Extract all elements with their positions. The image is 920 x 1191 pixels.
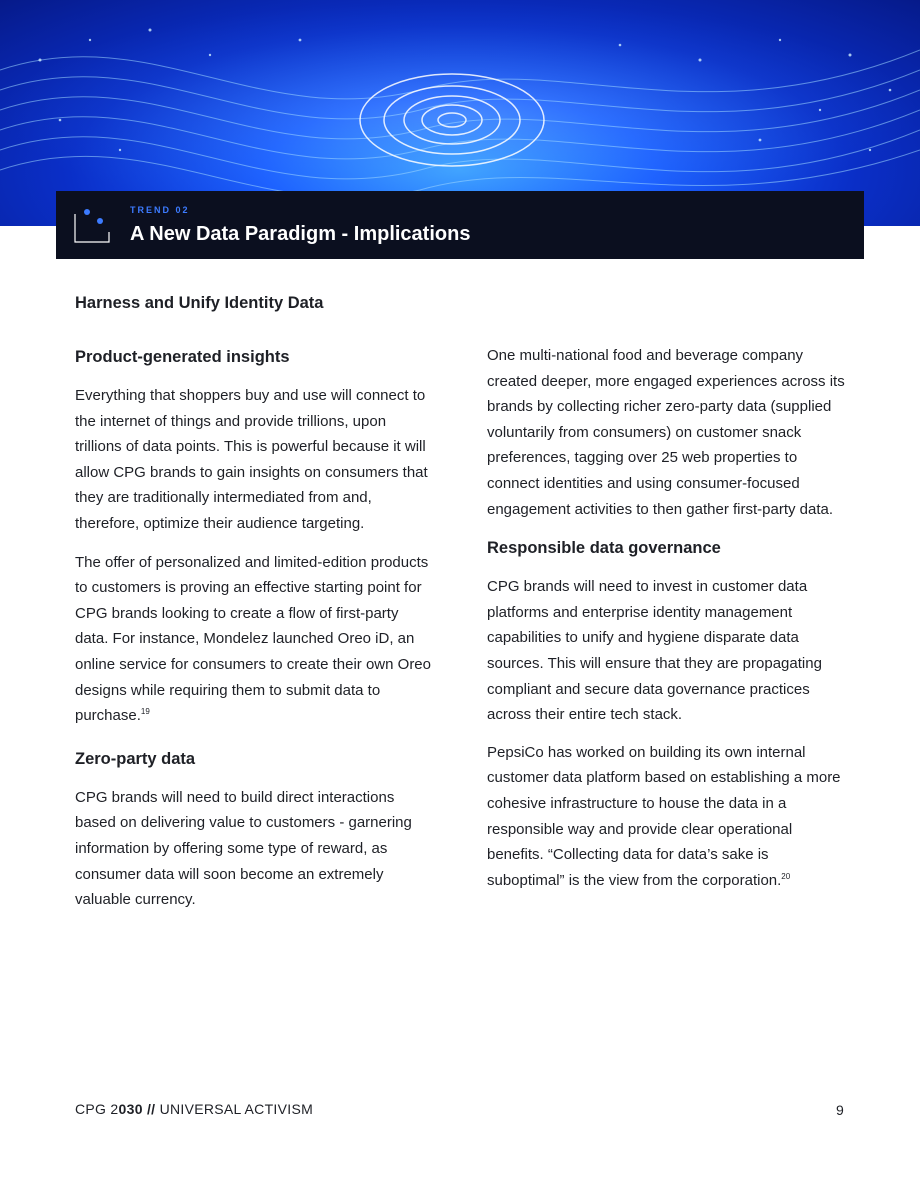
- footnote-ref: 20: [781, 871, 791, 881]
- footer-brand-suffix: UNIVERSAL ACTIVISM: [159, 1101, 314, 1117]
- footer-brand: [75, 1101, 313, 1117]
- governance-paragraph-2: [487, 740, 847, 894]
- product-insights-paragraph-1: Everything that shoppers buy and use will connect to the internet of things and provide trillions, upon trillions of data points. This is powerful because it will allow CPG brands to gain insights on consumers that they are traditionally intermediated from and, therefore, optimize their audience targeting.: [75, 387, 428, 532]
- page-number: 9: [836, 1102, 844, 1118]
- trend-label: TREND 02: [130, 205, 190, 215]
- section-title: Harness and Unify Identity Data: [75, 294, 324, 312]
- page-title: A New Data Paradigm - Implications: [130, 223, 471, 245]
- footer-brand-bold: 030: [118, 1101, 143, 1117]
- product-insights-paragraph-2: [75, 550, 435, 729]
- zero-party-paragraph: CPG brands will need to build direct interactions based on delivering value to customers - garnering information by offering some type of reward, as consumer data will soon become an extremely valuable currency.: [75, 788, 412, 909]
- footer-separator: //: [146, 1101, 156, 1117]
- governance-heading: Responsible data governance: [487, 539, 721, 558]
- zero-party-heading: Zero-party data: [75, 749, 196, 768]
- right-column: [487, 345, 847, 905]
- left-column: [75, 345, 435, 926]
- footer-brand-prefix: CPG 2: [75, 1101, 119, 1117]
- footnote-ref: 19: [140, 707, 150, 717]
- paragraph-text: The offer of personalized and limited-edition products to customers is proving an effective starting point for CPG brands looking to create a flow of first-party data. For instance, Mondelez launched Oreo iD, an online service for consumers to create their own Oreo designs while requiring them to submit data to purchase.: [75, 553, 431, 725]
- governance-paragraph-1: CPG brands will need to invest in customer data platforms and enterprise identity management capabilities to unify and hygiene disparate data sources. This will ensure that they are propagating compliant and secure data governance practices across their entire tech stack.: [487, 578, 822, 724]
- trend-title-bar: [56, 191, 864, 259]
- corner-dots-icon: [73, 206, 111, 244]
- intro-paragraph: One multi-national food and beverage company created deeper, more engaged experiences across its brands by collecting richer zero-party data (supplied voluntarily from consumers) on customer snack preferences, tagging over 25 web properties to connect identities and using consumer-focused engagement activities to then gather first-party data.: [487, 347, 845, 518]
- paragraph-text: PepsiCo has worked on building its own internal customer data platform based on establishing a more cohesive infrastructure to house the data in a responsible way and provide clear operational benefits. “Collecting data for data’s sake is suboptimal” is the view from the corporation.: [487, 743, 841, 889]
- product-insights-heading: Product-generated insights: [75, 348, 290, 366]
